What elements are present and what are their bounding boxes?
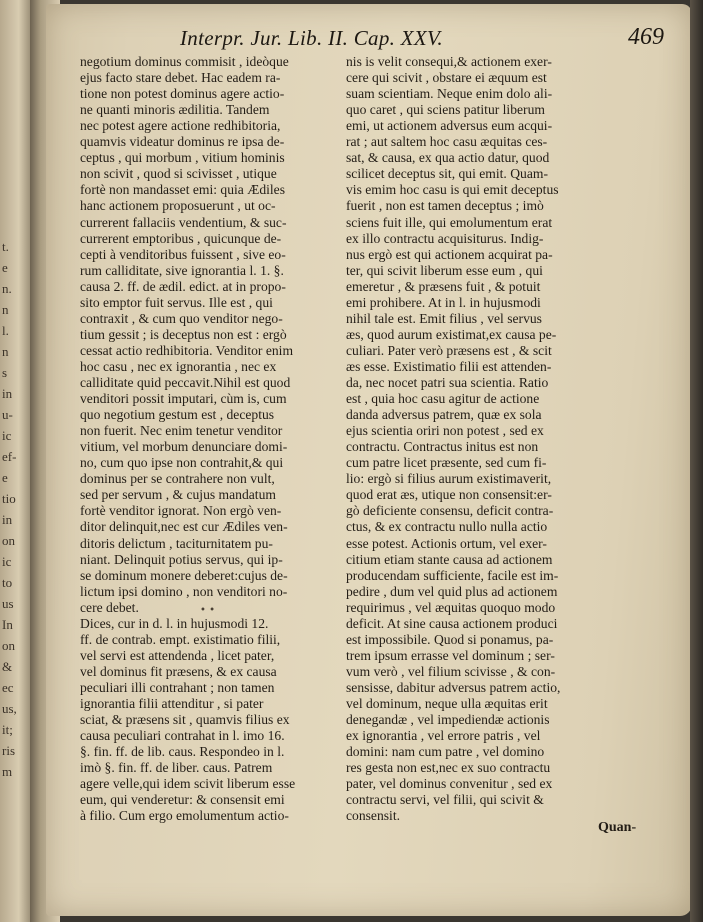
facing-page-fragment: l. xyxy=(2,323,9,338)
facing-page-fragment: ic xyxy=(2,428,12,443)
catchword: Quan- xyxy=(598,820,637,835)
text-line: calliditate quid peccavit.Nihil est quod xyxy=(80,375,291,390)
text-line: fortè non mandasset emi: quia Ædiles xyxy=(80,182,285,198)
facing-page-edge xyxy=(0,0,34,922)
text-line: vis emim hoc casu is qui emit deceptus xyxy=(346,182,559,198)
text-line: producendam sufficiente, facile est im- xyxy=(346,567,559,583)
text-line: cere qui scivit , obstare ei æquum est xyxy=(346,70,547,86)
page-edge-shadow xyxy=(690,0,703,922)
facing-page-fragment: m xyxy=(2,764,13,779)
facing-page-fragment: n xyxy=(2,344,9,359)
text-line: contraxit , & cum quo venditor nego- xyxy=(80,310,283,326)
text-line: citium etiam stante causa ad actionem xyxy=(346,551,553,567)
text-line: hoc casu , nec ex ignorantia , nec ex xyxy=(80,358,277,374)
facing-page-fragment: on xyxy=(2,638,15,653)
text-line: emeretur , & præsens fuit , & potuit xyxy=(346,278,541,294)
facing-page-fragment: ris xyxy=(2,743,15,758)
facing-page-fragment: to xyxy=(2,575,13,590)
text-line: non fuerit. Nec enim tenetur venditor xyxy=(80,423,283,439)
text-line: æs esse. Existimatio filii est attenden- xyxy=(346,358,552,374)
facing-page-fragment: n xyxy=(2,302,9,317)
text-line: venditori possit imputari, cùm is, cum xyxy=(80,391,287,407)
text-line: ejus scientia oriri non potest , sed ex xyxy=(346,423,544,439)
text-line: suam scientiam. Neque enim dolo ali- xyxy=(346,86,553,102)
text-line: no, cum quo ipse non contrahit,& qui xyxy=(80,455,284,471)
text-line: quamvis videatur dominus re ipsa de- xyxy=(80,134,285,150)
text-line: niant. Delinquit potius servus, qui ip- xyxy=(80,551,283,567)
text-line: nihil tale est. Emit filius , vel servus xyxy=(346,310,542,326)
text-line: quod erat æs, utique non consensit:er- xyxy=(346,487,552,503)
text-line: currerent fallaciis vendentium, & suc- xyxy=(80,214,287,230)
facing-page-fragment: ec xyxy=(2,680,14,695)
text-line: culiari. Pater verò præsens est , & scit xyxy=(346,342,552,358)
text-line: nus ergò est qui actionem acquirat pa- xyxy=(346,246,553,262)
text-line: cere debet. xyxy=(80,599,139,615)
text-line: vum verò , vel filium scivisse , & con- xyxy=(346,663,556,679)
text-line: trem ipsum errasse vel dominum ; ser- xyxy=(346,647,555,663)
text-line: à filio. Cum ergo emolumentum actio- xyxy=(80,808,289,824)
text-line: eum, qui venderetur: & consensit emi xyxy=(80,792,285,808)
text-line: agere velle,qui idem scivit liberum esse xyxy=(80,776,296,792)
text-line: cum patre licet præsente, sed cum fi- xyxy=(346,455,547,471)
text-line: vitium, vel morbum denunciare domi- xyxy=(80,439,288,455)
text-line: rum calliditate, sive ignorantia l. 1. §. xyxy=(80,262,284,278)
text-line: contractu. Contractus initus est non xyxy=(346,439,539,455)
facing-page-fragment: in xyxy=(2,512,13,527)
text-line: negotium dominus commisit , ideòque xyxy=(80,54,289,69)
facing-page-fragment: us, xyxy=(2,701,17,716)
text-line: dominus per se contrahere non vult, xyxy=(80,471,275,487)
text-line: causa peculiari contrahat in l. imo 16. xyxy=(80,728,285,744)
text-line: ff. de contrab. empt. existimatio filii, xyxy=(80,631,281,647)
facing-page-fragment: s xyxy=(2,365,8,380)
text-line: scilicet deceptus sit, qui emit. Quam- xyxy=(346,166,548,182)
text-line: danda adversus patrem, quæ ex sola xyxy=(346,407,542,423)
text-line: currerent emptoribus , quicunque de- xyxy=(80,230,282,246)
text-line: æs, quod aurum existimat,ex causa pe- xyxy=(346,326,557,342)
text-line: fuerit , non est tamen deceptus ; imò xyxy=(346,198,544,214)
text-line: consensit. xyxy=(346,808,400,824)
text-line: rat ; aut saltem hoc casu æquitas ces- xyxy=(346,134,548,150)
facing-page-fragment: us xyxy=(2,596,14,611)
text-line: gò deficiente consensu, deficit contra- xyxy=(346,503,554,519)
text-line: contractu servi, vel filii, qui scivit & xyxy=(346,792,544,808)
text-line: hanc actionem proposuerunt , ut oc- xyxy=(80,198,276,214)
facing-page-fragment: e xyxy=(2,470,8,485)
facing-page-fragment: In xyxy=(2,617,13,632)
text-line: quo negotium gestum est , deceptus xyxy=(80,407,275,423)
text-line: emi prohibere. At in l. in hujusmodi xyxy=(346,294,541,310)
text-line: lictum ipsi domino , non venditori no- xyxy=(80,583,288,599)
text-line: vel dominus fit præsens, & ex causa xyxy=(80,663,277,679)
facing-page-fragment: ic xyxy=(2,554,12,569)
text-line: sat, & causa, ex qua actio datur, quod xyxy=(346,150,550,166)
text-line: cepti à venditoribus fuissent , sive eo- xyxy=(80,246,286,262)
text-line: vel servi est attendenda , licet pater, xyxy=(80,647,275,663)
text-line: lio: ergò si filius aurum existimaverit, xyxy=(346,471,552,487)
facing-page-fragment: e xyxy=(2,260,8,275)
text-line: Dices, cur in d. l. in hujusmodi 12. xyxy=(80,615,269,631)
text-line: ex illo contractu acquisiturus. Indig- xyxy=(346,230,544,246)
text-line: tium gessit ; is deceptus non est : ergò xyxy=(80,326,287,342)
text-line: ignorantia filii attenditur , si pater xyxy=(80,696,264,711)
text-line: ditor delinquit,nec est cur Ædiles ven- xyxy=(80,519,288,535)
text-line: tione non potest dominus agere actio- xyxy=(80,86,285,102)
facing-page-fragment: u- xyxy=(2,407,13,422)
facing-page-fragment: n. xyxy=(2,281,12,296)
text-line: pedire , dum vel quid plus ad actionem xyxy=(346,583,558,599)
text-line: deficit. At sine causa actionem produci xyxy=(346,615,558,631)
text-line: da, nec nocet patri sua scientia. Ratio xyxy=(346,375,549,390)
text-line: est , quia hoc casu agitur de actione xyxy=(346,391,540,407)
text-line: imò §. fin. ff. de liber. caus. Patrem xyxy=(80,760,273,776)
text-line: est impossibile. Quod si ponamus, pa- xyxy=(346,631,554,647)
facing-page-fragment: on xyxy=(2,533,15,548)
text-line: vel dominum, neque ulla æquitas erit xyxy=(346,696,548,711)
text-line: sensisse, dabitur adversus patrem actio, xyxy=(346,679,561,695)
text-line: sed per servum , & cujus mandatum xyxy=(80,487,276,503)
text-line: sciat, & præsens sit , quamvis filius ex xyxy=(80,712,290,728)
text-line: res gesta non est,nec ex suo contractu xyxy=(346,760,551,776)
text-line: ejus facto stare debet. Hac eadem ra- xyxy=(80,70,281,86)
text-line: emi, ut actionem adversus eum acqui- xyxy=(346,118,553,134)
page-number: 469 xyxy=(628,24,664,50)
text-line: nec potest agere actione redhibitoria, xyxy=(80,118,281,134)
facing-page-fragment: tio xyxy=(2,491,16,506)
facing-page-fragment: in xyxy=(2,386,13,401)
facing-page-fragment: & xyxy=(2,659,13,674)
text-line: fortè venditor ignorat. Non ergò ven- xyxy=(80,503,282,519)
text-line: requirimus , vel æquitas quoquo modo xyxy=(346,599,556,615)
text-line: causa 2. ff. de ædil. edict. at in propo- xyxy=(80,278,286,294)
text-line: sciens fuit ille, qui emolumentum erat xyxy=(346,214,553,230)
text-line: cessat actio redhibitoria. Venditor enim xyxy=(80,342,294,358)
facing-page-fragment: it; xyxy=(2,722,13,737)
facing-page-fragment: ef- xyxy=(2,449,17,464)
text-line: ex ignorantia , vel errore patris , vel xyxy=(346,728,541,744)
text-line: §. fin. ff. de lib. caus. Respondeo in l. xyxy=(80,744,285,760)
text-line: ctus, & ex contractu nullo nulla actio xyxy=(346,519,548,535)
text-line: non scivit , quod si scivisset , utique xyxy=(80,166,277,182)
ink-dot: • • xyxy=(200,605,215,616)
text-line: esse potest. Actionis ortum, vel exer- xyxy=(346,535,547,551)
text-line: sito emptor fuit servus. Ille est , qui xyxy=(80,294,273,310)
text-line: se dominum monere deberet:cujus de- xyxy=(80,567,288,583)
text-line: ne quanti minoris ædilitia. Tandem xyxy=(80,102,270,118)
text-line: quo caret , qui sciens patitur liberum xyxy=(346,102,545,118)
text-line: denegandæ , vel impediendæ actionis xyxy=(346,712,550,728)
text-line: pater, vel dominus convenitur , sed ex xyxy=(346,776,553,792)
text-line: nis is velit consequi,& actionem exer- xyxy=(346,54,552,69)
facing-page-fragment: t. xyxy=(2,239,9,254)
text-line: ceptus , qui morbum , vitium hominis xyxy=(80,150,285,166)
text-line: ditoris delictum , taciturnitatem pu- xyxy=(80,535,273,551)
text-line: peculiari illi contrahant ; non tamen xyxy=(80,679,275,695)
running-title: Interpr. Jur. Lib. II. Cap. XXV. xyxy=(180,26,443,50)
text-line: domini: nam cum patre , vel domino xyxy=(346,744,545,760)
text-line: ter, qui scivit liberum esse eum , qui xyxy=(346,262,543,278)
